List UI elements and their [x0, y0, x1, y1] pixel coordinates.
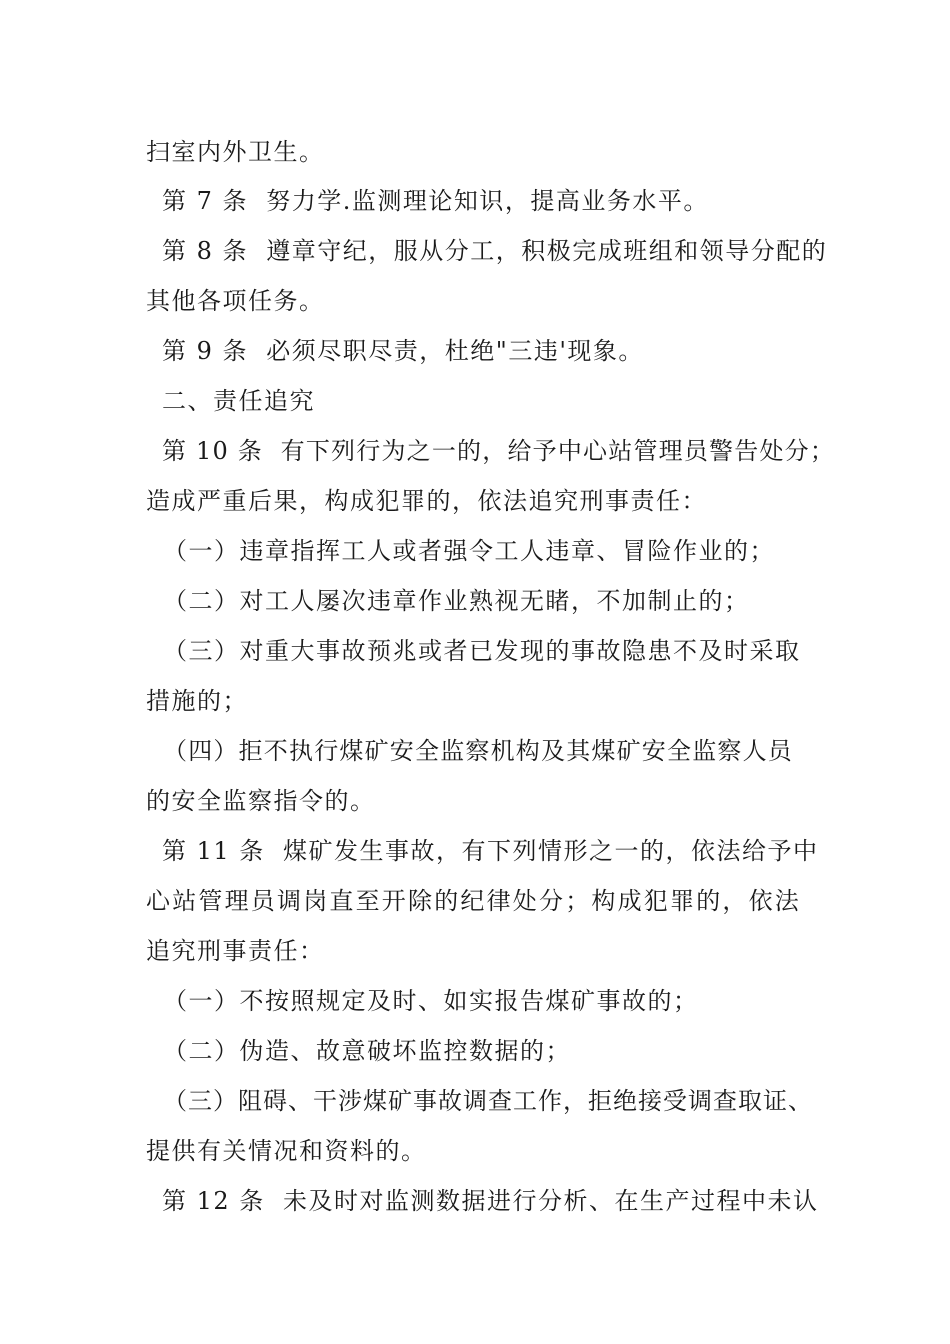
article-10-line: 第 10 条 有下列行为之一的，给予中心站管理员警告处分；: [162, 437, 836, 465]
list-item: （一）违章指挥工人或者强令工人违章、冒险作业的；: [163, 537, 775, 565]
section-heading: 二、责任追究: [162, 387, 315, 415]
text-line: 心站管理员调岗直至开除的纪律处分；构成犯罪的，依法: [146, 887, 801, 915]
text-line: 的安全监察指令的。: [146, 787, 376, 815]
article-11-line: 第 11 条 煤矿发生事故，有下列情形之一的，依法给予中: [162, 837, 819, 865]
article-12-line: 第 12 条 未及时对监测数据进行分析、在生产过程中未认: [162, 1187, 819, 1215]
text-line: 造成严重后果，构成犯罪的，依法追究刑事责任：: [146, 487, 707, 515]
list-item: （一）不按照规定及时、如实报告煤矿事故的；: [163, 987, 699, 1015]
article-9-line: 第 9 条 必须尽职尽责，杜绝"三违'现象。: [162, 337, 644, 365]
article-7-line: 第 7 条 努力学.监测理论知识，提高业务水平。: [162, 187, 709, 215]
list-item: （四）拒不执行煤矿安全监察机构及其煤矿安全监察人员: [163, 737, 793, 765]
text-line: 追究刑事责任：: [146, 937, 325, 965]
text-line: 措施的；: [146, 687, 248, 715]
text-line: 其他各项任务。: [146, 287, 325, 315]
list-item: （二）对工人屡次违章作业熟视无睹，不加制止的；: [163, 587, 750, 615]
list-item: （二）伪造、故意破坏监控数据的；: [163, 1037, 571, 1065]
text-line: 提供有关情况和资料的。: [146, 1137, 427, 1165]
text-line: 扫室内外卫生。: [146, 138, 325, 166]
list-item: （三）对重大事故预兆或者已发现的事故隐患不及时采取: [163, 637, 801, 665]
list-item: （三）阻碍、干涉煤矿事故调查工作，拒绝接受调查取证、: [163, 1087, 813, 1115]
article-8-line: 第 8 条 遵章守纪，服从分工，积极完成班组和领导分配的: [162, 237, 828, 265]
